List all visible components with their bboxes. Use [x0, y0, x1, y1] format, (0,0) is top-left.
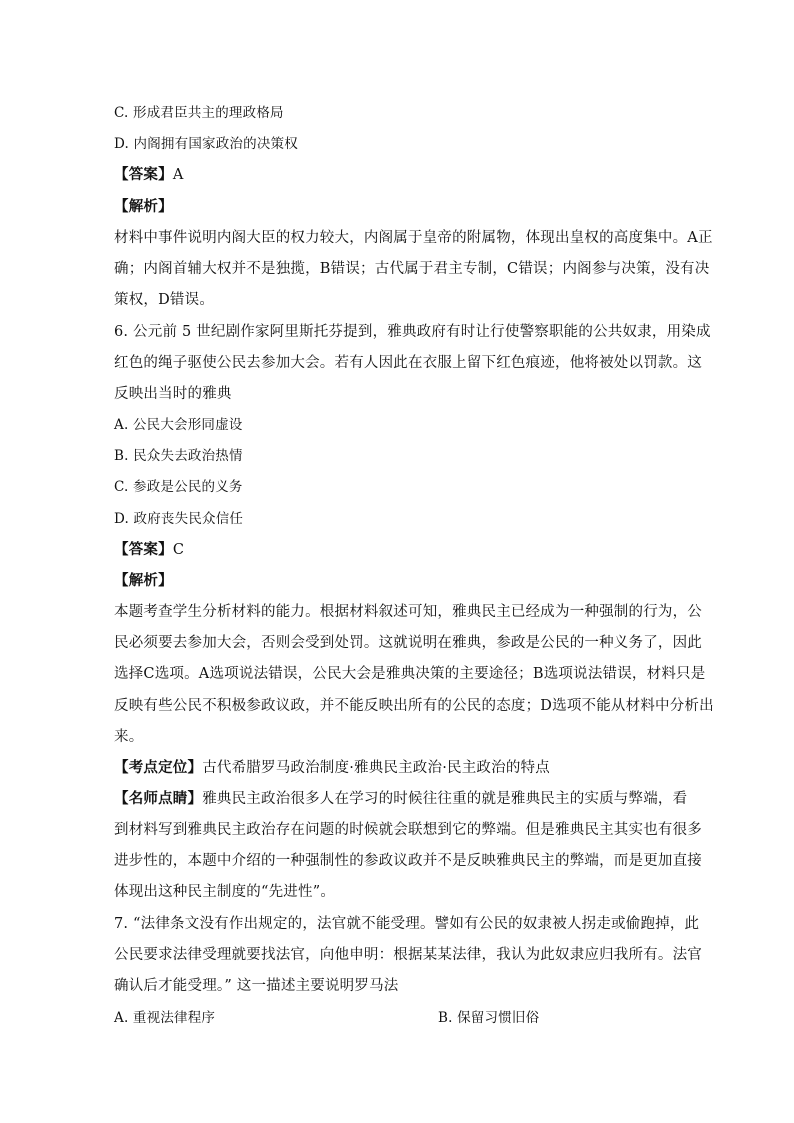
q6-analysis-line: 选择C选项。A选项说法错误，公民大会是雅典决策的主要途径；B选项说法错误，材料只是: [114, 666, 706, 682]
q6-analysis-line: 本题考查学生分析材料的能力。根据材料叙述可知，雅典民主已经成为一种强制的行为，公: [114, 604, 702, 620]
q6-stem-line: 红色的绳子驱使公民去参加大会。若有人因此在衣服上留下红色痕迹，他将被处以罚款。这: [114, 355, 702, 371]
q6-analysis-tag: 【解析】: [114, 572, 173, 589]
q5-answer: [114, 165, 684, 185]
q6-option-d: D. 政府丧失民众信任: [114, 511, 244, 527]
q6-answer: [114, 540, 684, 560]
q6-kaodian-tag: 【考点定位】: [114, 759, 203, 776]
q6-analysis-line: 反映有些公民不积极参政议政，并不能反映出所有的公民的态度；D选项不能从材料中分析出: [114, 698, 714, 714]
q6-mingshi: [114, 789, 688, 809]
q6-kaodian: [114, 758, 684, 778]
q6-analysis-line: 来。: [114, 729, 144, 745]
q5-answer-tag: 【答案】: [114, 166, 173, 183]
q6-analysis-line: 民必须要去参加大会，否则会受到处罚。这就说明在雅典，参政是公民的一种义务了，因此: [114, 635, 702, 651]
q7-option-b: B. 保留习惯旧俗: [438, 1010, 540, 1026]
q6-mingshi-line: 体现出这种民主制度的“先进性”。: [114, 884, 336, 900]
q6-mingshi-line: 到材料写到雅典民主政治存在问题的时候就会联想到它的弊端。但是雅典民主其实也有很多: [114, 822, 702, 838]
q6-kaodian-text: 古代希腊罗马政治制度·雅典民主政治·民主政治的特点: [202, 760, 550, 776]
q6-option-c: C. 参政是公民的义务: [114, 479, 243, 495]
q5-option-c: C. 形成君臣共主的理政格局: [114, 105, 284, 121]
q7-stem-line: 确认后才能受理。” 这一描述主要说明罗马法: [114, 978, 399, 994]
q6-option-a: A. 公民大会形同虚设: [114, 417, 243, 433]
q5-analysis-tag: 【解析】: [114, 198, 173, 215]
q6-stem-line: 反映出当时的雅典: [114, 386, 232, 402]
q7-stem-line: 7. “法律条文没有作出规定的，法官就不能受理。譬如有公民的奴隶被人拐走或偷跑掉，此: [114, 916, 700, 932]
q5-analysis-line: 策权，D错误。: [114, 292, 215, 308]
q6-mingshi-tag: 【名师点睛】: [114, 790, 203, 807]
q6-answer-tag: 【答案】: [114, 541, 173, 558]
q5-analysis-line: 材料中事件说明内阁大臣的权力较大，内阁属于皇帝的附属物，体现出皇权的高度集中。A正: [114, 230, 713, 246]
q6-answer-value: C: [172, 542, 185, 558]
q6-mingshi-line: 进步性的，本题中介绍的一种强制性的参政议政并不是反映雅典民主的弊端，而是更加直接: [114, 853, 702, 869]
q5-answer-value: A: [172, 167, 184, 183]
q5-option-d: D. 内阁拥有国家政治的决策权: [114, 136, 298, 152]
q7-option-a: A. 重视法律程序: [114, 1010, 216, 1026]
q6-mingshi-first: 雅典民主政治很多人在学习的时候往往重的就是雅典民主的实质与弊端，看: [202, 791, 688, 807]
q7-options-row: [114, 1008, 684, 1028]
q5-analysis-line: 确；内阁首辅大权并不是独揽，B错误；古代属于君主专制，C错误；内阁参与决策，没有决: [114, 261, 710, 277]
q6-option-b: B. 民众失去政治热情: [114, 448, 243, 464]
q6-stem-line: 6. 公元前 5 世纪剧作家阿里斯托芬提到，雅典政府有时让行使警察职能的公共奴隶，用染成: [114, 324, 711, 340]
q7-stem-line: 公民要求法律受理就要找法官，向他申明：根据某某法律，我认为此奴隶应归我所有。法官: [114, 947, 702, 963]
